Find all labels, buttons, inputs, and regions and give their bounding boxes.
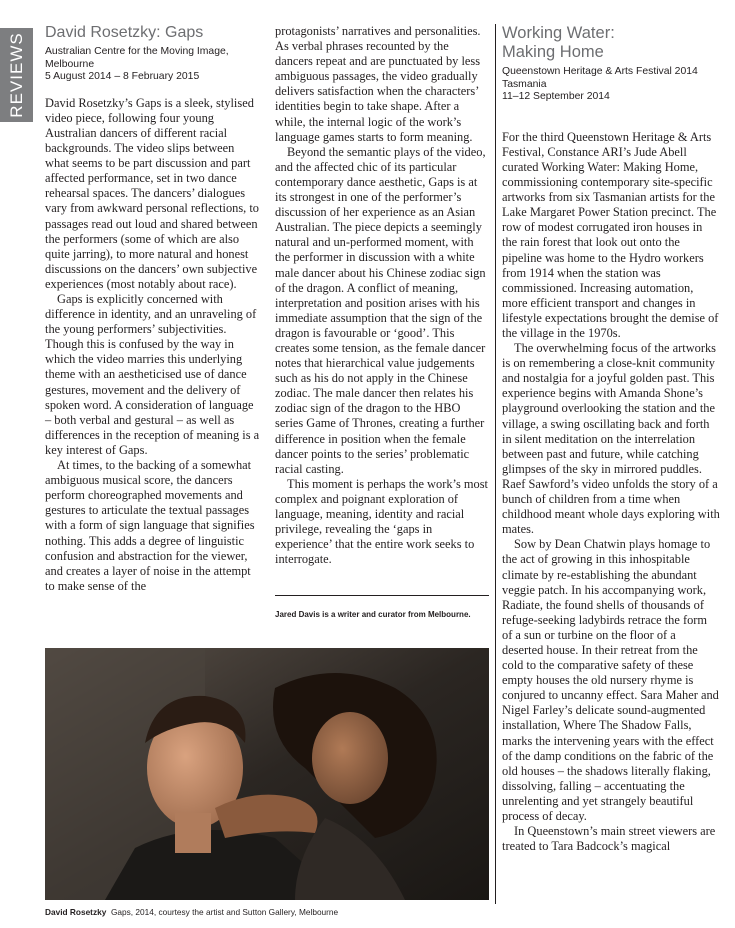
caption-details: Gaps, 2014, courtesy the artist and Sutton Gallery, Melbourne [110,907,339,917]
review1-dates: 5 August 2014 – 8 February 2015 [45,71,200,83]
review1-paragraph-4: protagonists’ narratives and personalities. As verbal phrases recounted by the dancers repeat and are punctuated by less ambiguous passages, the video gradually delivers satisfaction when the characters’ identities begin to take shape. After a while, the internal logic of the work’s language games starts to form meaning. [275,24,481,144]
review1-column-2 [275,24,489,567]
review2-dates: 11–12 September 2014 [502,91,610,103]
review2-paragraph-2: The overwhelming focus of the artworks is on remembering a close-knit community and nostalgia for a joyful golden past. This experience begins with Amanda Shone’s playground overlooking the station and the village, a swing oscillating back and forth in silent meditation on the interrelation between past and future, while catching glimpses of the sky in mirrored puddles. Raef Sawford’s video unfolds the story of a bunch of children from a time when childhood meant whole days exploring with mates. [502,341,720,537]
photo-caption [45,907,489,917]
review1-venue-line1: Australian Centre for the Moving Image, [45,46,229,57]
review1-paragraph-5: Beyond the semantic plays of the video, and the affected chic of its particular contemporary dance aesthetic, Gaps is at its strongest in one of the performer’s discussion of her experience as an Asian Australian. The piece depicts a seemingly natural and un-performed moment, with the performer in discussion with a white male dancer about his Chinese zodiac sign of the dragon. A conflict of meaning, interpretation and position arises with his immediate assumption that the sign of the dragon is favourable or ‘good’. This creates some tension, as the female dancer notes that hierarchical value judgements such as his do not apply in the Chinese zodiac. The male dancer then relates his zodiac sign of the dragon to the HBO series Game of Thrones, creating a further difference in position when the female dancer points to the series’ problematic racial casting. [275,144,486,476]
section-tab-label: REVIEWS [6,32,26,118]
review1-column-1 [45,24,261,594]
section-tab [0,28,33,122]
review1-paragraph-1: David Rosetzky’s Gaps is a sleek, stylised video piece, following four young Australian dancers of different racial backgrounds. The video slips between what seems to be part discussion and part affected performance, set in two dance rehearsal spaces. The dancers’ dialogues vary from awkward personal reflections, to passages read out loud and shared between the performers (some of which are also quite jarring), to more natural and honest discussions on the dancers’ own subjective experiences (most notably about race). [45,95,260,291]
review1-paragraph-2: Gaps is explicitly concerned with difference in identity, and an unraveling of the young performers’ subjectivities. Though this is confused by the way in which the video marries this underlying theme with an aestheticised use of dance gestures, movement and the delivery of spoken word. A consideration of language – both verbal and gestural – as well as differences in the reception of meaning is a key interest of Gaps. [45,292,260,457]
review2-paragraph-4: In Queenstown’s main street viewers are treated to Tara Badcock’s magical [502,824,716,854]
review2-column [502,24,720,854]
review2-venue-line2: Tasmania [502,78,547,90]
gaps-photo [45,648,489,900]
review2-paragraph-1: For the third Queenstown Heritage & Arts Festival, Constance ARI’s Jude Abell curated Working Water: Making Home, commissioning contemporary site-specific artworks from six Tasmanian artists for the Lake Margaret Power Station precinct. The row of modest corrugated iron houses in the rain forest that look out onto the pipeline was home to the Hydro workers from 1914 when the station was commissioned. Increasing automation, more efficient transport and changes in lifestyle expectations brought the demise of the village in the 1970s. [502,129,719,340]
review2-venue-line1: Queenstown Heritage & Arts Festival 2014 [502,66,698,77]
review1-venue [45,46,261,84]
review2-venue [502,66,720,104]
review1-paragraph-3: At times, to the backing of a somewhat ambiguous musical score, the dancers perform choreographed movements and gestures to articulate the textual passages with a form of sign language that signifies nothing. This adds a degree of linguistic confusion and abstraction for the viewer, and creates a layer of noise in the attempt to make sense of the [45,458,255,593]
bio-divider [275,595,489,596]
review2-title-line1: Working Water: [502,24,615,42]
review2-title [502,24,720,62]
column-divider [495,24,496,904]
review1-venue-line2: Melbourne [45,58,95,70]
review2-paragraph-3: Sow by Dean Chatwin plays homage to the act of growing in this inhospitable climate by re-establishing the abundant veggie patch. In his accompanying work, Radiate, the found shells of thousands of refuge-seeking ladybirds retrace the form of a sun or turbine on the floor of a deserted house. In their retreat from the cold to the comparative safety of these empty houses the old nursery rhyme is conjured to uncanny effect. Sara Maher and Nigel Farley’s delicate sound-augmented installation, Where The Shadow Falls, marks the intervening years with the effect of the damp conditions on the fabric of the old houses – the shadows literally flaking, dissolving, falling – accentuating the unrelenting and yet strangely beautiful process of decay. [502,537,719,823]
review2-title-line2: Making Home [502,43,604,61]
caption-artist: David Rosetzky [45,907,107,917]
review1-title: David Rosetzky: Gaps [45,24,204,41]
review1-paragraph-6: This moment is perhaps the work’s most complex and poignant exploration of language, meaning, identity and racial privilege, revealing the ‘gaps in experience’ that the entire work seeks to interrogate. [275,476,488,567]
author-bio: Jared Davis is a writer and curator from Melbourne. [275,610,471,619]
dancers-image [45,648,489,900]
